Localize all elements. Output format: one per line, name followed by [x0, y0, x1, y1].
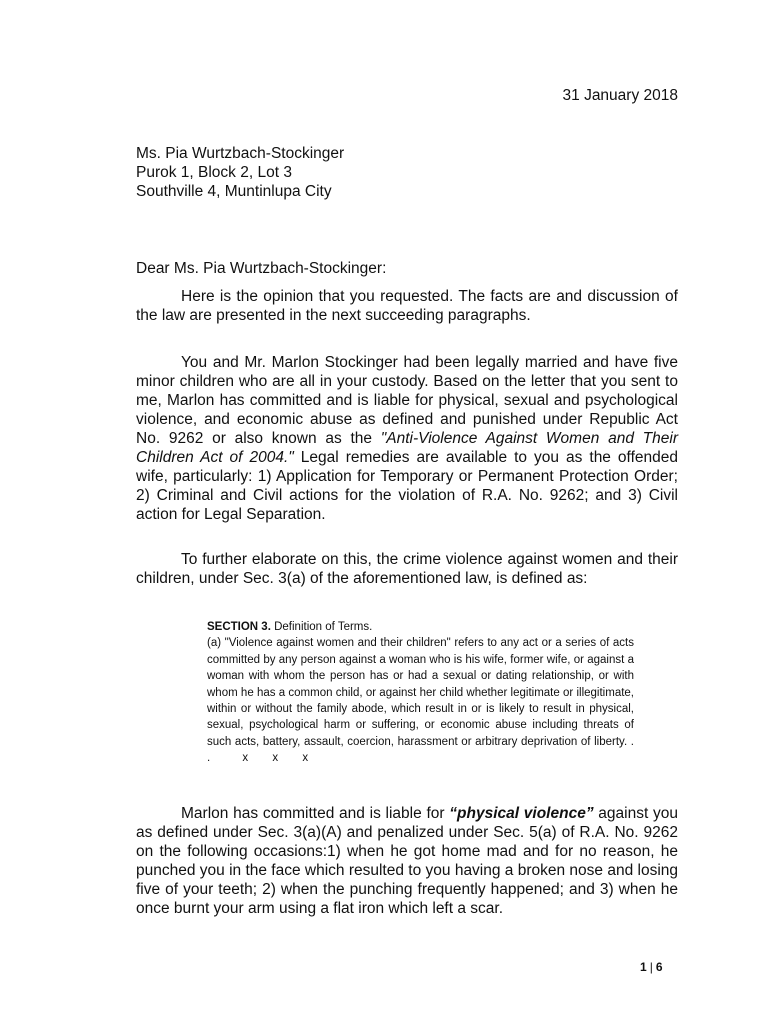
statute-quote-text: (a) "Violence against women and their children" refers to any act or a series of acts committed by any person against a woman who is his wife, former wife, or against a woman with whom the person has or had a sexual or dating relationship, or with whom he has a common child, or against her child whether legitimate or illegitimate, within or without the family abode, which result in or is likely to result in physical, sexual, psychological harm or suffering, or economic abuse including threats of such acts, battery, assault, coercion, harassment or arbitrary deprivation of liberty. . .: [207, 637, 634, 765]
paragraph-intro-text: Here is the opinion that you requested. The facts are and discussion of the law are presented in the next succeeding paragraphs.: [136, 288, 678, 324]
section-label: SECTION 3.: [207, 621, 271, 633]
recipient-address-line2: Southville 4, Muntinlupa City: [136, 183, 332, 200]
salutation: Dear Ms. Pia Wurtzbach-Stockinger:: [136, 260, 387, 277]
omission-marks: [230, 750, 320, 766]
physical-violence-emphasis: “physical violence”: [449, 805, 594, 822]
page-number-separator: |: [649, 960, 653, 974]
statute-quote-block: [207, 619, 634, 767]
paragraph-facts: [136, 353, 678, 524]
page-number-current: 1: [640, 960, 647, 974]
paragraph-physical-violence: [136, 804, 678, 918]
page-number-total: 6: [655, 960, 663, 974]
omission-mark: x: [242, 752, 249, 765]
paragraph-intro: [136, 287, 678, 325]
recipient-name: Ms. Pia Wurtzbach-Stockinger: [136, 145, 345, 162]
omission-mark: x: [302, 752, 309, 765]
recipient-address-line1: Purok 1, Block 2, Lot 3: [136, 164, 292, 181]
omission-mark: x: [272, 752, 279, 765]
letter-date: 31 January 2018: [562, 87, 678, 104]
paragraph-physical-violence-text-1: Marlon has committed and is liable for: [181, 805, 450, 822]
paragraph-definition-intro: [136, 550, 678, 588]
page-number: [640, 960, 663, 974]
paragraph-definition-intro-text: To further elaborate on this, the crime violence against women and their children, under Sec. 3(a) of the aforementioned law, is defined as:: [136, 551, 678, 587]
recipient-address-block: [136, 144, 344, 201]
paragraph-physical-violence-text-2: against you as defined under Sec. 3(a)(A) and penalized under Sec. 5(a) of R.A. No. 9262 on the following occasions:1) when he got home mad and for no reason, he punched you in the face which resulted to you having a broken nose and losing five of your teeth; 2) when the punching frequently happened; and 3) when he once burnt your arm using a flat iron which left a scar.: [136, 805, 679, 917]
paragraph-facts-text-1: You and Mr. Marlon Stockinger had been legally married and have five minor children who are all in your custody. Based on the letter that you sent to me, Marlon has committed and is liable for physical, sexual and psychological violence, and economic abuse as defined and punished under Republic Act No. 9262 or also known as the: [136, 354, 678, 447]
paragraph-facts-text-2: Legal remedies are available to you as the offended wife, particularly: 1) Application for Temporary or Permanent Protection Order; 2) Criminal and Civil actions for the violation of R.A. No. 9262; and 3) Civil action for Legal Separation.: [136, 449, 678, 523]
section-title: Definition of Terms.: [270, 621, 373, 633]
act-title-italic: "Anti-Violence Against Women and Their Children Act of 2004.": [136, 430, 678, 466]
